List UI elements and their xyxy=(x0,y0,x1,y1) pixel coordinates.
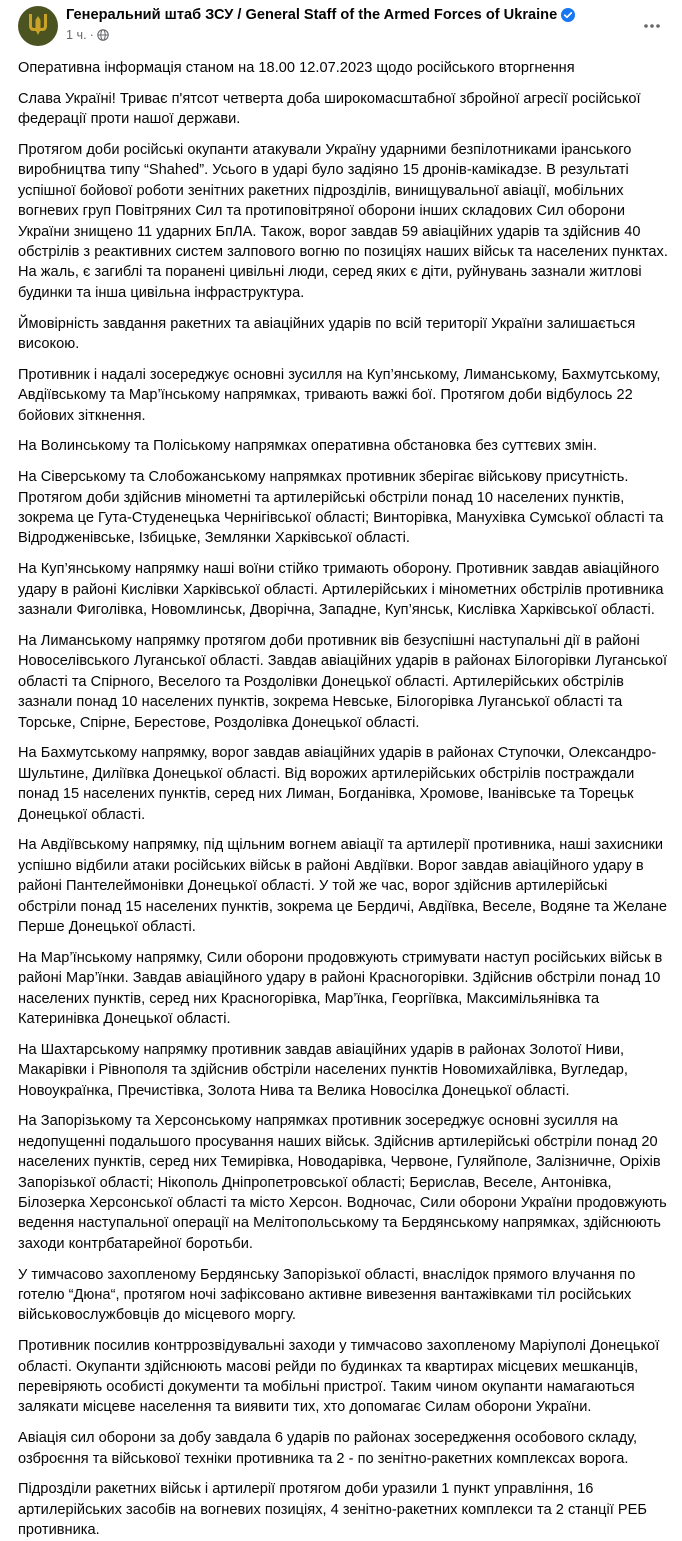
post-paragraph: Слава Україні! Триває п'ятсот четверта доба широкомасштабної збройної агресії російської федерації проти нашої держави. xyxy=(18,90,641,128)
post-paragraph: Ймовірність завдання ракетних та авіаційних ударів по всій території України залишається високою. xyxy=(18,315,636,353)
post-paragraph: На Волинському та Поліському напрямках оперативна обстановка без суттєвих змін. xyxy=(18,438,598,455)
post-paragraph: На Куп’янському напрямку наші воїни стійко тримають оборону. Противник завдав авіаційного удару в районі Кислівки Харківської області. Артилерійських і мінометних обстрілів противника зазнали Фиголівка, Новомлинськ, Дворічна, Западне, Куп’янськ, Кислівка Харківської області. xyxy=(18,561,664,619)
post-paragraph: На Сіверському та Слобожанському напрямках противник зберігає військову присутність. Протягом доби здійснив мінометні та артилерійські обстріли понад 10 населених пунктів, зокрема це Гута-Студенецька Чернігівської області; Винторівка, Манухівка Сумської області та Відродженівське, Ізбицьке, Землянки Харківської області. xyxy=(18,469,664,547)
more-options-button[interactable] xyxy=(638,12,666,40)
post-paragraph: У тимчасово захопленому Бердянську Запорізької області, внаслідок прямого влучання по готелю “Дюна“, протягом ночі зафіксовано активне вивезення вантажівками тіл російських військовослужбовців до місцевого моргу. xyxy=(18,1266,636,1324)
post-header xyxy=(18,0,668,52)
post-body xyxy=(18,52,668,1541)
post-paragraph: Противник посилив контррозвідувальні заходи у тимчасово захопленому Маріуполі Донецької області. Окупанти здійснюють масові рейди по будинках та квартирах місцевих мешканців, перевіряють особисті документи та мобільні пристрої. Таким чином окупанти намагаються залякати місцеве населення та виявити тих, хто допомагає Силам оборони України. xyxy=(18,1338,660,1416)
post-paragraph: Противник і надалі зосереджує основні зусилля на Куп’янському, Лиманському, Бахмутському, Авдіївському та Мар’їнському напрямках, тривають важкі бої. Протягом доби відбулось 22 бойових зіткнення. xyxy=(18,366,661,424)
post-paragraph: Протягом доби російські окупанти атакували Україну ударними безпілотниками іранського виробництва типу “Shahed”. Усього в ударі було задіяно 15 дронів-камікадзе. В результаті успішної бойової роботи зенітних ракетних підрозділів, винищувальної авіації, мобільних вогневих груп Повітряних Сил та протиповітряної оборони інших складових Сил оборони України знищено 11 ударних БпЛА. Також, ворог завдав 59 авіаційних ударів та здійснив 40 обстрілів з реактивних систем залпового вогню по позиціях наших військ та населених пунктах. На жаль, є загиблі та поранені цивільні люди, серед яких є діти, руйнувань зазнали житлові будинки та інша цивільна інфраструктура. xyxy=(18,142,668,301)
post-paragraph: На Запорізькому та Херсонському напрямках противник зосереджує основні зусилля на недопущенні подальшого просування наших військ. Здійснив артилерійські обстріли понад 20 населених пунктів, серед них Темирівка, Новодарівка, Червоне, Гуляйполе, Залізничне, Оріхів Запорізької області; Нікополь Дніпропетровської області; Берислав, Веселе, Антонівка, Білозерка Херсонської області та місто Херсон. Водночас, Сили оборони України продовжують ведення наступальної операції на Мелітопольському та Бердянському напрямках, здійснюють заходи контрбатарейної боротьби. xyxy=(18,1113,667,1252)
verified-badge-icon xyxy=(561,8,575,22)
page-name-link[interactable]: Генеральний штаб ЗСУ / General Staff of the Armed Forces of Ukraine xyxy=(66,7,558,23)
post-paragraph: Авіація сил оборони за добу завдала 6 ударів по районах зосередження особового складу, озброєння та військової техніки противника та 2 - по зенітно-ракетних комплексах ворога. xyxy=(18,1430,638,1467)
more-options-icon xyxy=(644,24,660,28)
post-paragraph: На Бахмутському напрямку, ворог завдав авіаційних ударів в районах Ступочки, Олександро-Шультине, Диліївка Донецької області. Від ворожих артилерійських обстрілів постраждали понад 15 населених пунктів, серед них Лиман, Богданівка, Хромове, Іванівське та Торецьк Донецької області. xyxy=(18,745,657,823)
post-paragraph: На Авдіївському напрямку, під щільним вогнем авіації та артилерії противника, наші захисники успішно відбили атаки російських військ в районі Авдіївки. Ворог завдав авіаційного удару в районі Пантелеймонівки Донецької області. У той же час, ворог здійснив артилерійські обстріли понад 15 населених пунктів, зокрема це Бердичі, Авдіївка, Веселе, Водяне та Желане Перше Донецької області. xyxy=(18,837,668,935)
meta-separator: · xyxy=(89,28,94,42)
post-paragraph: Підрозділи ракетних військ і артилерії протягом доби уразили 1 пункт управління, 16 артилерійських засобів на вогневих позиціях, 4 зенітно-ракетних комплекси та 2 станції РЕБ противника. xyxy=(18,1481,647,1539)
post-paragraph: Оперативна інформація станом на 18.00 12.07.2023 щодо російського вторгнення xyxy=(18,60,575,76)
author-line xyxy=(66,7,575,23)
page-avatar[interactable] xyxy=(18,6,58,46)
post-paragraph: На Лиманському напрямку протягом доби противник вів безуспішні наступальні дії в районі Новоселівського Луганської області. Завдав авіаційних ударів в районах Білогорівки Луганської області та Спірного, Веселого та Роздолівки Донецької області. Артилерійських обстрілів зазнали понад 10 населених пунктів, зокрема Невське, Білогорівка Луганської області та Торське, Спірне, Берестове, Роздолівка Донецької області. xyxy=(18,632,668,731)
post-paragraph: На Мар’їнському напрямку, Сили оборони продовжують стримувати наступ російських військ в районі Мар’їнки. Завдав авіаційного удару в районі Красногорівки. Здійснив обстріли понад 10 населених пунктів, серед них Красногорівка, Мар’їнка, Георгіївка, Максимільянівка та Катеринівка Донецької області. xyxy=(18,949,663,1027)
globe-icon[interactable] xyxy=(97,29,109,41)
trident-emblem-icon xyxy=(27,12,49,41)
post-timestamp-link[interactable]: 1 ч. xyxy=(66,28,87,42)
post-meta xyxy=(66,28,109,42)
post-paragraph: На Шахтарському напрямку противник завдав авіаційних ударів в районах Золотої Ниви, Макарівки і Рівнополя та здійснив обстріли населених пунктів Новомихайлівка, Вугледар, Новоукраїнка, Пречистівка, Золота Нива та Велика Новосілка Донецької області. xyxy=(18,1041,628,1099)
